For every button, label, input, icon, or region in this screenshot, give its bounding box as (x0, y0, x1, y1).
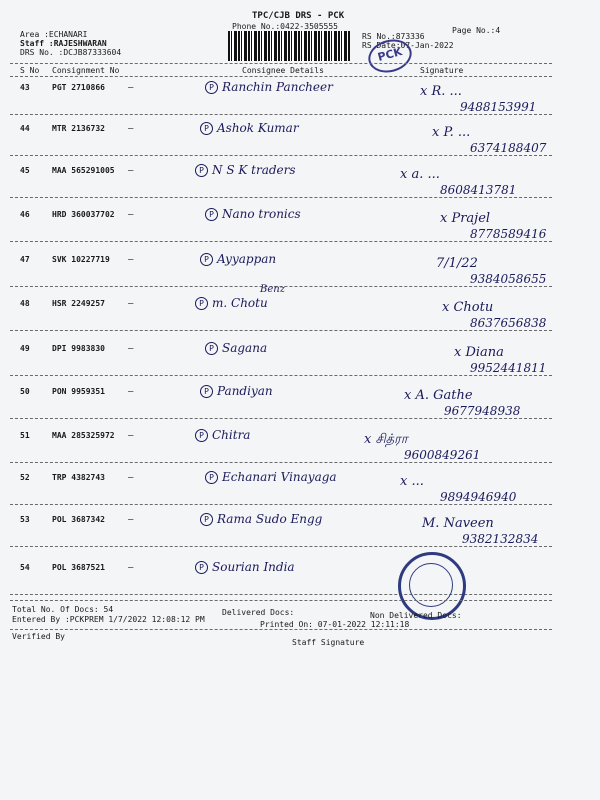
row-rule (10, 241, 552, 242)
p-circle-icon: P (205, 471, 218, 484)
row-sno: 53 (20, 515, 30, 524)
footer-rule-top (10, 600, 552, 601)
staff-signature-label: Staff Signature (292, 638, 365, 647)
row-consignee: Nano tronics (222, 207, 301, 221)
p-circle-icon: P (200, 385, 213, 398)
row-consignment: PON 9959351 (52, 387, 105, 396)
row-dash: — (128, 473, 134, 483)
printed-on: Printed On: 07-01-2022 12:11:18 (260, 620, 410, 629)
staff-label: Staff :RAJESHWARAN (20, 39, 107, 48)
row-phone: 9384058655 (470, 272, 547, 286)
doc-title: TPC/CJB DRS - PCK (252, 11, 345, 21)
row-consignment: MTR 2136732 (52, 124, 105, 133)
row-signature: x R. ... (420, 84, 462, 99)
row-signature: x a. ... (400, 167, 440, 182)
row-signature: x A. Gathe (404, 388, 473, 403)
row-phone: 9894946940 (440, 490, 517, 504)
pck-stamp-text: PCK (376, 44, 404, 64)
row-dash: — (128, 563, 134, 573)
row-consignee: Sagana (222, 341, 268, 355)
row-signature: x Prajel (440, 211, 491, 226)
col-signature: Signature (420, 66, 464, 75)
row-sno: 51 (20, 431, 30, 440)
row-dash: — (128, 299, 134, 309)
delivered-docs: Delivered Docs: (222, 608, 295, 617)
row-phone: 9488153991 (460, 100, 537, 114)
row-consignment: HRD 360037702 (52, 210, 115, 219)
row-rule (10, 330, 552, 331)
row-rule (10, 546, 552, 547)
header-rule-top (10, 63, 552, 64)
header-rule-bottom (10, 76, 552, 77)
row-rule (10, 418, 552, 419)
row-sno: 44 (20, 124, 30, 133)
row-consignment: PGT 2710866 (52, 83, 105, 92)
row-consignment: POL 3687342 (52, 515, 105, 524)
row-rule (10, 155, 552, 156)
total-docs: Total No. Of Docs: 54 (12, 605, 114, 614)
row-dash: — (128, 387, 134, 397)
barcode (228, 31, 350, 61)
row-consignee: m. Chotu (212, 296, 268, 310)
phone-number: Phone No.:0422-3505555 (232, 22, 338, 31)
row-rule (10, 375, 552, 376)
row-consignee: Ashok Kumar (217, 121, 299, 135)
row-signature: 7/1/22 (436, 256, 478, 271)
row-dash: — (128, 431, 134, 441)
row-phone: 9952441811 (470, 361, 547, 375)
entered-by: Entered By :PCKPREM 1/7/2022 12:08:12 PM (12, 615, 205, 624)
row-signature: x Diana (454, 345, 504, 360)
col-sno: S No (20, 66, 40, 75)
row-consignee: Sourian India (212, 560, 295, 574)
footer-rule-bottom (10, 629, 552, 630)
row-consignment: MAA 285325972 (52, 431, 115, 440)
row-consignee: Rama Sudo Engg (217, 512, 323, 526)
row-consignment: SVK 10227719 (52, 255, 110, 264)
row-dash: — (128, 210, 134, 220)
row-consignment: POL 3687521 (52, 563, 105, 572)
row-phone: 9600849261 (404, 448, 481, 462)
row-phone: 9677948938 (444, 404, 521, 418)
p-circle-icon: P (195, 429, 208, 442)
drs-number: DRS No. :DCJB87333604 (20, 48, 122, 57)
row-consignment: DPI 9983830 (52, 344, 105, 353)
row-dash: — (128, 255, 134, 265)
row-signature: M. Naveen (422, 516, 494, 531)
row-rule (10, 504, 552, 505)
p-circle-icon: P (205, 81, 218, 94)
row-sno: 54 (20, 563, 30, 572)
row-consignee: Ranchin Pancheer (222, 80, 333, 94)
row-sno: 45 (20, 166, 30, 175)
row-consignee: Chitra (212, 428, 251, 442)
p-circle-icon: P (195, 297, 208, 310)
non-delivered-docs: Non Delivered Docs: (370, 611, 462, 620)
row-signature: x P. ... (432, 125, 471, 140)
row-phone: 8637656838 (470, 316, 547, 330)
row-dash: — (128, 515, 134, 525)
row-sno: 50 (20, 387, 30, 396)
p-circle-icon: P (200, 122, 213, 135)
company-seal (398, 552, 466, 620)
area-label: Area :ECHANARI (20, 30, 88, 39)
annotation-benz: Benz (260, 284, 285, 295)
row-dash: — (128, 166, 134, 176)
row-consignment: TRP 4382743 (52, 473, 105, 482)
row-rule (10, 594, 552, 595)
row-consignee: Ayyappan (217, 252, 277, 266)
row-sno: 47 (20, 255, 30, 264)
row-dash: — (128, 344, 134, 354)
p-circle-icon: P (200, 253, 213, 266)
p-circle-icon: P (195, 561, 208, 574)
row-phone: 8778589416 (470, 227, 547, 241)
p-circle-icon: P (205, 342, 218, 355)
row-phone: 8608413781 (440, 183, 517, 197)
col-consignee: Consignee Details (242, 66, 324, 75)
row-sno: 46 (20, 210, 30, 219)
p-circle-icon: P (205, 208, 218, 221)
col-consignment: Consignment No (52, 66, 120, 75)
row-signature: x ... (400, 474, 424, 489)
row-sno: 43 (20, 83, 30, 92)
row-consignment: MAA 565291005 (52, 166, 115, 175)
row-phone: 9382132834 (462, 532, 539, 546)
row-dash: — (128, 124, 134, 134)
verified-by: Verified By (12, 632, 65, 641)
row-consignee: Pandiyan (217, 384, 273, 398)
rs-number: RS No.:873336 (362, 32, 425, 41)
row-consignee: Echanari Vinayaga (222, 470, 337, 484)
row-sno: 52 (20, 473, 30, 482)
row-rule (10, 114, 552, 115)
row-sno: 48 (20, 299, 30, 308)
row-dash: — (128, 83, 134, 93)
row-rule (10, 462, 552, 463)
row-signature: x சித்ரா (364, 432, 408, 447)
p-circle-icon: P (195, 164, 208, 177)
row-phone: 6374188407 (470, 141, 547, 155)
row-consignee: N S K traders (212, 163, 296, 177)
row-signature: x Chotu (442, 300, 494, 315)
row-sno: 49 (20, 344, 30, 353)
row-consignment: HSR 2249257 (52, 299, 105, 308)
page-number: Page No.:4 (452, 26, 501, 35)
row-rule (10, 197, 552, 198)
rs-date: RS Date:07-Jan-2022 (362, 41, 454, 50)
p-circle-icon: P (200, 513, 213, 526)
